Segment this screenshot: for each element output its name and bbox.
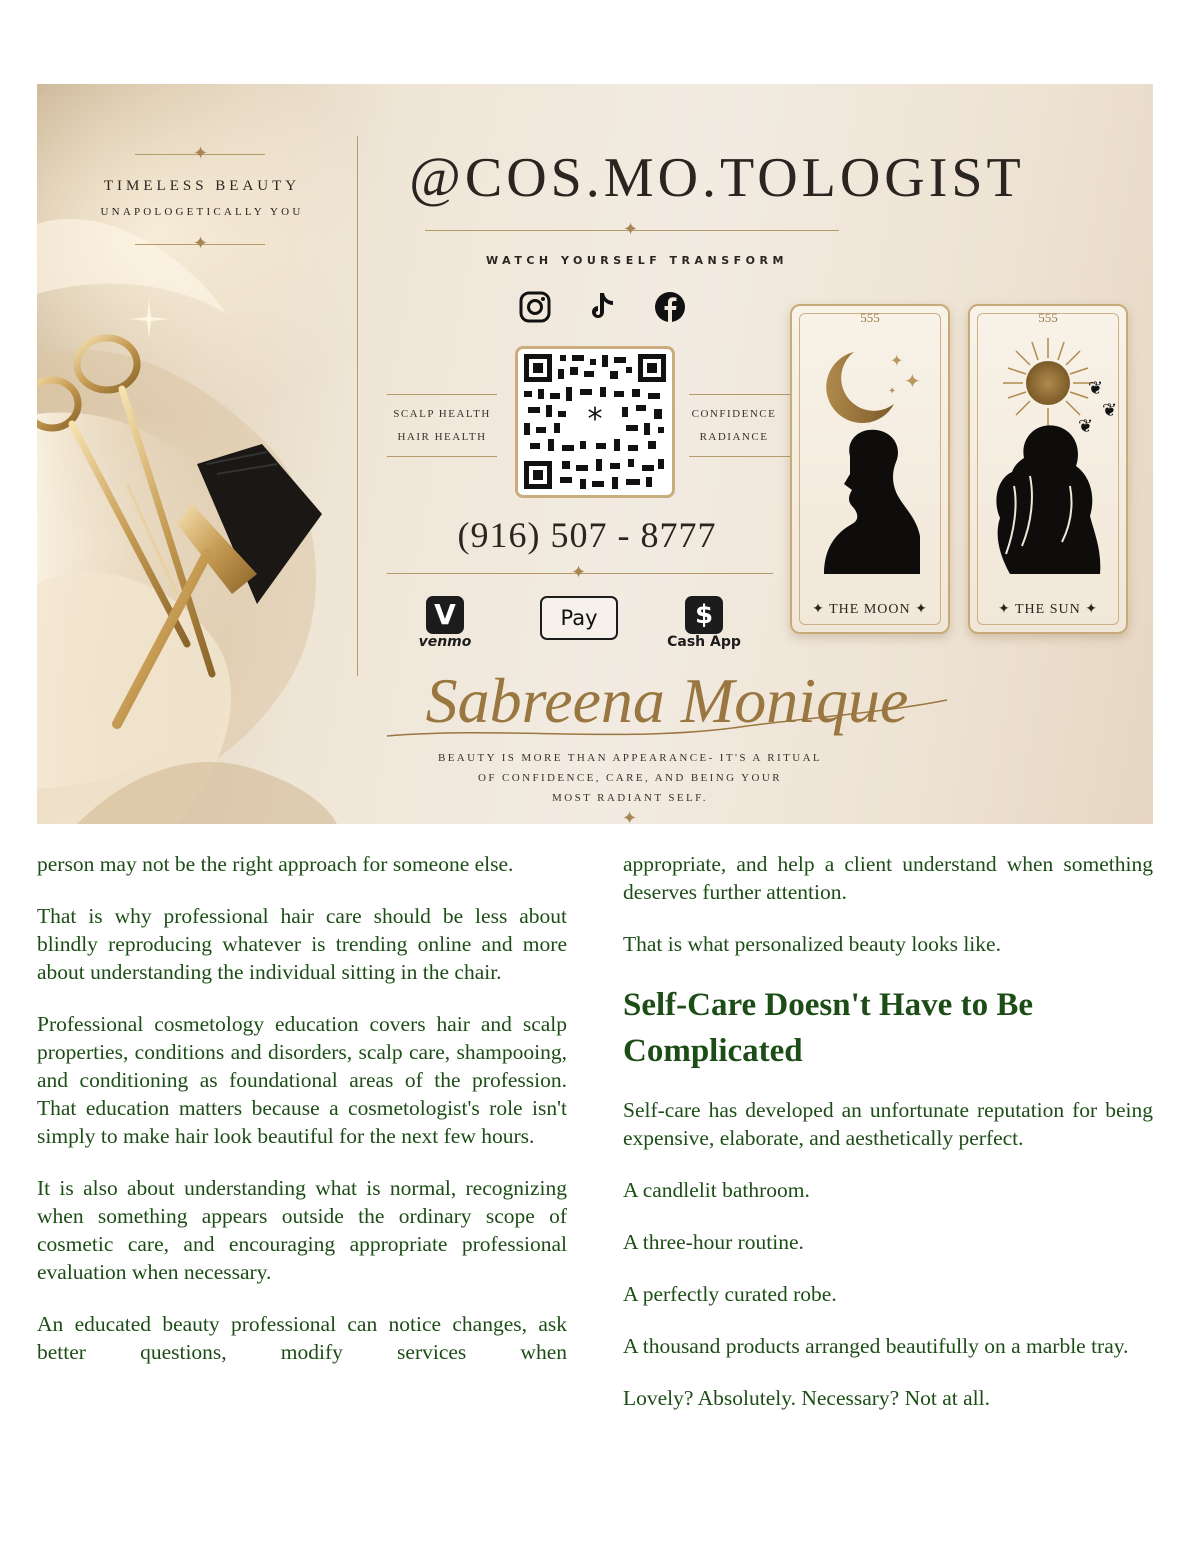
venmo-icon: V <box>426 596 464 634</box>
qr-code-pattern <box>518 349 672 495</box>
svg-text:*: * <box>587 402 603 437</box>
ornament-line <box>387 456 497 457</box>
paragraph: Lovely? Absolutely. Necessary? Not at all. <box>623 1386 990 1410</box>
instagram-handle: @COS.MO.TOLOGIST <box>409 147 1025 209</box>
promo-banner <box>37 84 1153 824</box>
tagline-line-1: BEAUTY IS MORE THAN APPEARANCE- IT'S A RITUAL <box>437 752 823 764</box>
ornament-line <box>689 456 799 457</box>
article-left-column <box>37 850 567 1390</box>
label-confidence: CONFIDENCE <box>691 408 777 420</box>
sparkle-icon: ✦ <box>571 562 587 583</box>
label-scalp-health: SCALP HEALTH <box>393 408 491 420</box>
tarot-card-sun <box>968 304 1128 634</box>
watch-yourself-transform: WATCH YOURSELF TRANSFORM <box>486 254 788 267</box>
card-title-moon: ✦ THE MOON ✦ <box>812 602 928 617</box>
applepay-payment[interactable] <box>540 596 618 640</box>
svg-text:❦: ❦ <box>1088 378 1104 399</box>
ornament-line <box>689 394 799 395</box>
sparkle-icon: ✦ <box>193 233 209 254</box>
paragraph: A perfectly curated robe. <box>623 1282 837 1306</box>
card-title-sun: ✦ THE SUN ✦ <box>998 602 1098 617</box>
left-feature-labels <box>387 403 497 449</box>
phone-number[interactable]: (916) 507 - 8777 <box>457 515 717 555</box>
tagline-unapologetic: UNAPOLOGETICALLY YOU <box>100 206 304 218</box>
svg-text:✦: ✦ <box>888 386 897 397</box>
paragraph: A three-hour routine. <box>623 1230 804 1254</box>
tagline-line-2: OF CONFIDENCE, CARE, AND BEING YOUR <box>478 772 782 784</box>
article-right-column <box>623 850 1153 1436</box>
card-number: 555 <box>860 310 880 325</box>
venmo-payment[interactable] <box>407 596 483 656</box>
sparkle-icon: ✦ <box>623 219 639 240</box>
tagline-line-3: MOST RADIANT SELF. <box>552 792 708 804</box>
card-number: 555 <box>1038 310 1058 325</box>
instagram-icon[interactable] <box>518 290 552 324</box>
paragraph: That is why professional hair care should be less about blindly reproducing whatever is trending online and more about understanding the individual sitting in the chair. <box>37 904 567 984</box>
bottom-tagline <box>387 748 873 808</box>
vertical-divider <box>357 136 358 676</box>
paragraph: It is also about understanding what is normal, recognizing when something appears outside the ordinary scope of cosmetic care, and encouraging appropriate professional evaluation when necessary. <box>37 1176 567 1284</box>
venmo-label: venmo <box>418 634 472 650</box>
sparkle-icon: ✦ <box>193 143 209 164</box>
cashapp-label: Cash App <box>667 634 741 650</box>
paragraph: A candlelit bathroom. <box>623 1178 810 1202</box>
svg-text:❦: ❦ <box>1078 416 1094 437</box>
signature-text: Sabreena Monique <box>425 665 909 736</box>
label-radiance: RADIANCE <box>699 431 769 443</box>
facebook-icon[interactable] <box>653 290 687 324</box>
cashapp-payment[interactable] <box>659 596 749 656</box>
signature-sabreena-monique <box>367 656 967 756</box>
moon-silhouette-icon <box>792 336 948 596</box>
applepay-label: Pay <box>560 606 598 630</box>
svg-text:✦: ✦ <box>904 369 921 393</box>
paragraph: person may not be the right approach for someone else. <box>37 852 514 876</box>
paragraph: That is what personalized beauty looks like. <box>623 932 1001 956</box>
svg-text:❦: ❦ <box>1102 400 1118 421</box>
right-feature-labels <box>679 403 789 449</box>
svg-text:✦: ✦ <box>890 351 904 370</box>
qr-code[interactable] <box>515 346 675 498</box>
paragraph: An educated beauty professional can notice changes, ask better questions, modify services when <box>37 1312 567 1364</box>
sparkle-icon: ✦ <box>622 808 638 824</box>
tagline-timeless: TIMELESS BEAUTY <box>103 178 301 194</box>
sun-silhouette-icon <box>970 336 1126 596</box>
paragraph: A thousand products arranged beautifully on a marble tray. <box>623 1334 1129 1358</box>
paragraph: appropriate, and help a client understand when something deserves further attention. <box>623 852 1153 904</box>
tiktok-icon[interactable] <box>586 290 620 324</box>
paragraph: Professional cosmetology education covers hair and scalp properties, conditions and disorders, scalp care, shampooing, and conditioning as foundational areas of the profession. That education matters because a cosmetologist's role isn't simply to make hair look beautiful for the next few hours. <box>37 1012 567 1148</box>
section-heading: Self-Care Doesn't Have to Be Complicated <box>623 987 1033 1069</box>
ornament-line <box>387 394 497 395</box>
paragraph: Self-care has developed an unfortunate reputation for being expensive, elaborate, and aesthetically perfect. <box>623 1098 1153 1150</box>
label-hair-health: HAIR HEALTH <box>397 431 487 443</box>
cashapp-icon: $ <box>685 596 723 634</box>
tarot-card-moon <box>790 304 950 634</box>
